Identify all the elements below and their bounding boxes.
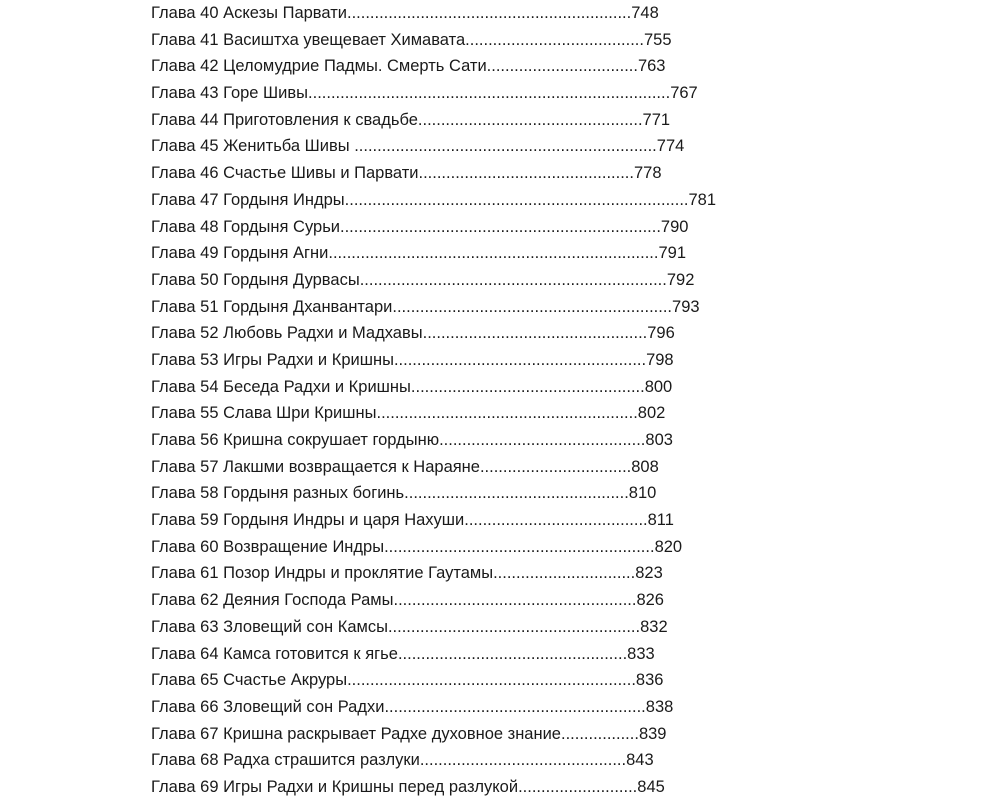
toc-entry xyxy=(151,347,711,374)
chapter-number: Глава 57 xyxy=(151,457,219,476)
chapter-title: Гордыня Дханвантари xyxy=(223,297,393,316)
dot-leader: ........................................................................... xyxy=(344,190,689,209)
chapter-number: Глава 64 xyxy=(151,644,219,663)
page-number: 755 xyxy=(643,30,672,49)
chapter-number: Глава 46 xyxy=(151,164,219,183)
page-number: 802 xyxy=(637,404,666,423)
chapter-title: Слава Шри Кришны xyxy=(223,404,377,423)
page-number: 843 xyxy=(626,751,654,770)
dot-leader: .......................... xyxy=(518,777,638,796)
chapter-number: Глава 53 xyxy=(151,350,219,369)
chapter-title: Беседа Радхи и Кришны xyxy=(223,377,411,396)
toc-entry xyxy=(151,507,711,534)
page-number: 845 xyxy=(637,777,665,796)
chapter-number: Глава 47 xyxy=(151,190,219,209)
toc-entry xyxy=(151,694,711,721)
chapter-title: Гордыня Агни xyxy=(223,244,329,263)
dot-leader: ............................................. xyxy=(439,431,646,449)
page-number: 763 xyxy=(637,57,666,76)
toc-entry xyxy=(151,454,711,481)
page-number: 800 xyxy=(644,377,673,396)
chapter-title: Счастье Акруры xyxy=(223,671,348,690)
dot-leader: .................................................. xyxy=(397,644,628,663)
toc-entry xyxy=(151,667,711,694)
dot-leader: ................. xyxy=(561,724,639,743)
page-number: 820 xyxy=(654,537,683,556)
page-number: 836 xyxy=(635,671,664,690)
chapter-title: Приготовления к свадьбе xyxy=(223,110,418,129)
page-number: 774 xyxy=(656,137,685,156)
page-number: 839 xyxy=(638,724,667,743)
toc-entry xyxy=(151,240,711,267)
page-number: 803 xyxy=(645,431,673,449)
chapter-number: Глава 65 xyxy=(151,671,219,690)
page-number: 811 xyxy=(647,511,674,530)
toc-entry xyxy=(151,374,711,401)
chapter-number: Глава 63 xyxy=(151,617,219,636)
chapter-title: Целомудрие Падмы. Смерть Сати xyxy=(223,57,487,76)
chapter-title: Любовь Радхи и Мадхавы xyxy=(223,324,423,343)
chapter-number: Глава 69 xyxy=(151,777,219,796)
toc-entry xyxy=(151,53,711,80)
chapter-number: Глава 62 xyxy=(151,591,219,610)
chapter-number: Глава 40 xyxy=(151,4,219,22)
chapter-number: Глава 68 xyxy=(151,751,219,770)
page-number: 823 xyxy=(635,564,663,583)
dot-leader: .............................................................. xyxy=(346,4,632,22)
chapter-number: Глава 52 xyxy=(151,324,219,343)
toc-entry xyxy=(151,400,711,427)
chapter-number: Глава 56 xyxy=(151,431,219,449)
chapter-title: Васиштха увещевает Химавата xyxy=(223,30,466,49)
chapter-number: Глава 59 xyxy=(151,511,219,530)
dot-leader: ......................................................... xyxy=(376,404,638,423)
chapter-number: Глава 48 xyxy=(151,217,219,236)
dot-leader: ................................. xyxy=(479,457,632,476)
chapter-title: Деяния Господа Рамы xyxy=(223,591,394,610)
page-number: 778 xyxy=(633,164,662,183)
toc-entry xyxy=(151,187,717,214)
page-number: 796 xyxy=(647,324,675,343)
chapter-title: Радха страшится разлуки xyxy=(223,751,420,770)
chapter-title: Зловещий сон Радхи xyxy=(223,697,385,716)
chapter-number: Глава 41 xyxy=(151,30,219,49)
chapter-number: Глава 43 xyxy=(151,84,219,103)
dot-leader: ........................................................................ xyxy=(328,244,659,263)
page-number: 826 xyxy=(636,591,664,610)
page-number: 792 xyxy=(666,270,695,289)
dot-leader: ............................................................... xyxy=(347,671,636,690)
toc-entry xyxy=(151,320,711,347)
dot-leader: ..................................................... xyxy=(393,591,637,610)
page-number: 793 xyxy=(672,297,700,316)
dot-leader: ....................................................... xyxy=(387,617,641,636)
page-number: 838 xyxy=(645,697,674,716)
chapter-number: Глава 67 xyxy=(151,724,219,743)
chapter-title: Аскезы Парвати xyxy=(223,4,347,22)
toc-entry xyxy=(151,214,711,241)
toc-entry xyxy=(151,267,711,294)
chapter-title: Лакшми возвращается к Нараяне xyxy=(223,457,480,476)
page-number: 810 xyxy=(628,484,657,503)
chapter-title: Гордыня Индры xyxy=(223,190,345,209)
toc-entry xyxy=(151,27,711,54)
dot-leader: ................................................. xyxy=(404,484,629,503)
chapter-title: Камса готовится к ягье xyxy=(223,644,398,663)
toc-entry xyxy=(151,774,711,801)
chapter-title: Женитьба Шивы xyxy=(223,137,350,156)
chapter-title: Зловещий сон Камсы xyxy=(223,617,388,636)
dot-leader: ................................. xyxy=(486,57,638,76)
toc-entry xyxy=(151,294,711,321)
chapter-number: Глава 50 xyxy=(151,270,219,289)
page-number: 798 xyxy=(646,350,674,369)
page-number: 748 xyxy=(631,4,659,22)
chapter-number: Глава 44 xyxy=(151,110,219,129)
dot-leader: ........................................ xyxy=(464,511,648,530)
dot-leader: ................................................. xyxy=(422,324,648,343)
dot-leader: ......................................................... xyxy=(384,697,646,716)
chapter-number: Глава 61 xyxy=(151,564,219,583)
chapter-title: Гордыня Индры и царя Нахуши xyxy=(223,511,465,530)
dot-leader: ....................................................... xyxy=(393,350,647,369)
toc-entry xyxy=(151,80,711,107)
dot-leader: ............................... xyxy=(493,564,636,583)
dot-leader: ................................................. xyxy=(417,110,643,129)
toc-entry xyxy=(151,0,711,27)
dot-leader: ...................................................................... xyxy=(340,217,661,236)
toc-entry xyxy=(151,107,711,134)
toc-entry xyxy=(151,641,711,668)
toc-entry xyxy=(151,133,711,160)
dot-leader: .................................................................. xyxy=(349,137,657,156)
chapter-title: Игры Радхи и Кришны перед разлукой xyxy=(223,777,519,796)
chapter-title: Кришна сокрушает гордыню xyxy=(223,431,440,449)
dot-leader: ............................................. xyxy=(419,751,627,770)
toc-entry xyxy=(151,427,711,454)
page-number: 832 xyxy=(640,617,668,636)
chapter-title: Позор Индры и проклятие Гаутамы xyxy=(223,564,494,583)
chapter-title: Игры Радхи и Кришны xyxy=(223,350,394,369)
dot-leader: ............................................................................... xyxy=(308,84,671,103)
page-number: 791 xyxy=(658,244,686,263)
chapter-title: Гордыня Сурьи xyxy=(223,217,341,236)
toc-entry xyxy=(151,721,711,748)
toc-entry xyxy=(151,560,711,587)
chapter-number: Глава 55 xyxy=(151,404,219,423)
dot-leader: ................................................................... xyxy=(359,270,667,289)
chapter-number: Глава 60 xyxy=(151,537,219,556)
chapter-title: Горе Шивы xyxy=(223,84,309,103)
dot-leader: ................................................... xyxy=(410,377,645,396)
chapter-title: Счастье Шивы и Парвати xyxy=(223,164,419,183)
page-number: 790 xyxy=(660,217,689,236)
page-number: 808 xyxy=(631,457,659,476)
table-of-contents xyxy=(151,0,717,801)
page-number: 833 xyxy=(627,644,655,663)
chapter-number: Глава 58 xyxy=(151,484,219,503)
page-number: 771 xyxy=(642,110,671,129)
chapter-title: Возвращение Индры xyxy=(223,537,385,556)
toc-entry xyxy=(151,747,711,774)
chapter-title: Кришна раскрывает Радхе духовное знание xyxy=(223,724,561,743)
chapter-number: Глава 51 xyxy=(151,297,219,316)
toc-entry xyxy=(151,534,711,561)
chapter-title: Гордыня Дурвасы xyxy=(223,270,360,289)
chapter-number: Глава 45 xyxy=(151,137,219,156)
dot-leader: ....................................... xyxy=(465,30,644,49)
toc-entry xyxy=(151,480,711,507)
toc-entry xyxy=(151,160,711,187)
chapter-number: Глава 66 xyxy=(151,697,219,716)
toc-entry xyxy=(151,614,711,641)
dot-leader: ........................................................... xyxy=(384,537,655,556)
dot-leader: ............................................................. xyxy=(392,297,673,316)
page-number: 781 xyxy=(688,190,717,209)
toc-entry xyxy=(151,587,711,614)
chapter-number: Глава 42 xyxy=(151,57,219,76)
chapter-number: Глава 54 xyxy=(151,377,219,396)
chapter-title: Гордыня разных богинь xyxy=(223,484,405,503)
dot-leader: ............................................... xyxy=(418,164,634,183)
page-number: 767 xyxy=(670,84,698,103)
chapter-number: Глава 49 xyxy=(151,244,219,263)
